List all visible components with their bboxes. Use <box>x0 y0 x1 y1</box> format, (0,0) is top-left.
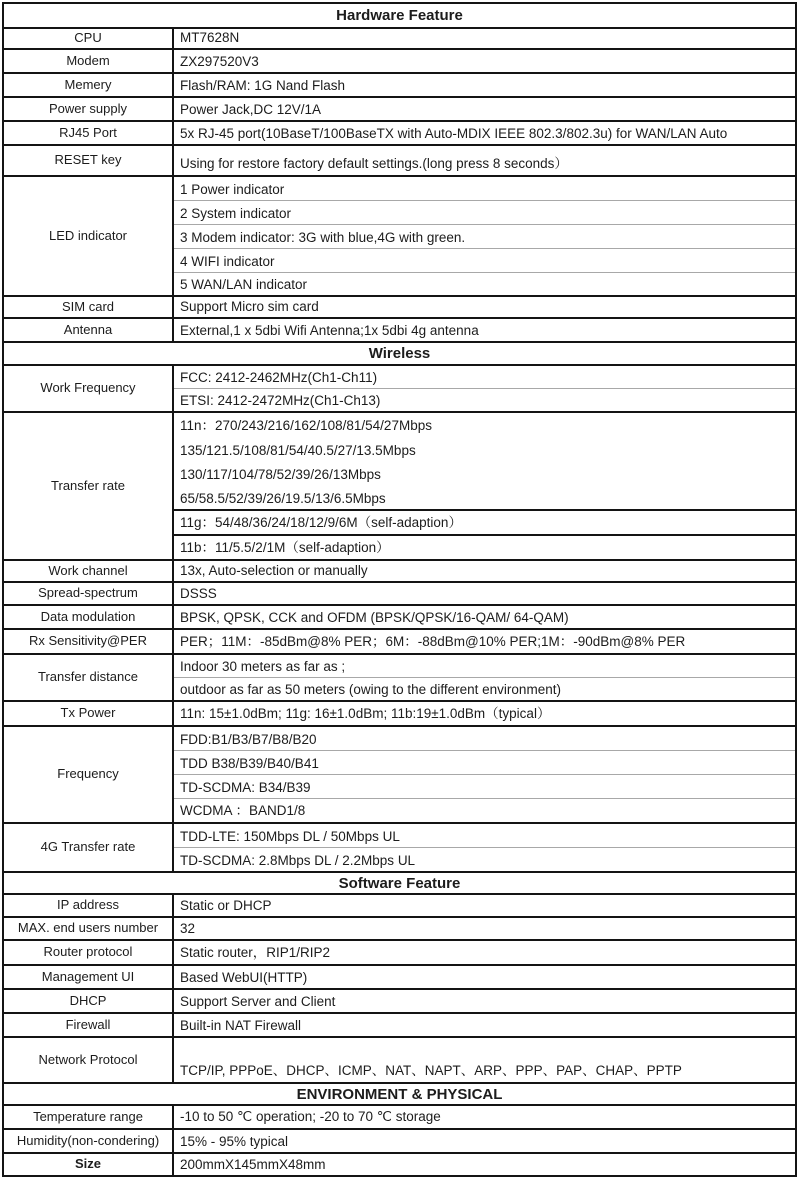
spec-label: Antenna <box>3 318 173 342</box>
spec-value-text: 11b：11/5.5/2/1M（self-adaption） <box>180 540 390 555</box>
section-title: Software Feature <box>3 872 796 894</box>
spec-label: LED indicator <box>3 176 173 296</box>
spec-value <box>173 847 796 872</box>
spec-value-text: Indoor 30 meters as far as ; <box>180 658 346 674</box>
spec-value <box>173 388 796 412</box>
spec-value <box>173 272 796 296</box>
spec-value-text: 130/117/104/78/52/39/26/13Mbps <box>180 467 381 482</box>
spec-value <box>173 412 796 510</box>
spec-value <box>173 823 796 847</box>
spec-value-text: FCC: 2412-2462MHz(Ch1-Ch11) <box>180 369 378 385</box>
spec-value-text: 13x, Auto-selection or manually <box>180 563 368 578</box>
spec-row <box>3 560 796 582</box>
spec-label: Transfer distance <box>3 654 173 701</box>
spec-row <box>3 629 796 654</box>
spec-value-text: 135/121.5/108/81/54/40.5/27/13.5Mbps <box>180 443 416 458</box>
spec-value-text: MT7628N <box>180 30 240 45</box>
spec-value-text: 4 WIFI indicator <box>180 253 275 269</box>
spec-value <box>173 677 796 701</box>
spec-value <box>173 654 796 677</box>
spec-value-text: 11g：54/48/36/24/18/12/9/6M（self-adaption） <box>180 515 462 530</box>
spec-row <box>3 1105 796 1129</box>
spec-label: IP address <box>3 894 173 917</box>
spec-label: Router protocol <box>3 940 173 965</box>
spec-label: SIM card <box>3 296 173 318</box>
spec-row <box>3 654 796 677</box>
spec-value <box>173 28 796 49</box>
spec-value-text: Flash/RAM: 1G Nand Flash <box>180 78 346 93</box>
section-header-row <box>3 3 796 28</box>
spec-value <box>173 1013 796 1037</box>
spec-value <box>173 940 796 965</box>
spec-label: RESET key <box>3 145 173 176</box>
spec-value <box>173 774 796 798</box>
spec-value-text: WCDMA ：BAND1/8 <box>180 803 306 818</box>
spec-row <box>3 726 796 750</box>
spec-value-text: FDD:B1/B3/B7/B8/B20 <box>180 731 317 747</box>
spec-label: Modem <box>3 49 173 73</box>
spec-row <box>3 605 796 629</box>
spec-row <box>3 97 796 121</box>
spec-value-text: Support Server and Client <box>180 994 336 1009</box>
spec-label: 4G Transfer rate <box>3 823 173 872</box>
spec-row <box>3 176 796 200</box>
spec-row <box>3 894 796 917</box>
spec-row <box>3 1013 796 1037</box>
spec-row <box>3 1037 796 1083</box>
spec-value-text: 5 WAN/LAN indicator <box>180 277 308 292</box>
spec-label: CPU <box>3 28 173 49</box>
spec-row <box>3 28 796 49</box>
spec-value-text: 65/58.5/52/39/26/19.5/13/6.5Mbps <box>180 491 386 506</box>
spec-row <box>3 121 796 145</box>
spec-label: Data modulation <box>3 605 173 629</box>
spec-value-text: TD-SCDMA: B34/B39 <box>180 779 311 795</box>
spec-value-text: Built-in NAT Firewall <box>180 1018 302 1033</box>
spec-value-text: 11n：270/243/216/162/108/81/54/27Mbps <box>180 418 432 433</box>
spec-value <box>173 1153 796 1176</box>
spec-table <box>2 2 797 1177</box>
spec-row <box>3 318 796 342</box>
spec-value <box>173 582 796 605</box>
spec-row <box>3 145 796 176</box>
spec-row <box>3 989 796 1013</box>
spec-value-text: -10 to 50 ℃ operation; -20 to 70 ℃ storage <box>180 1109 441 1124</box>
spec-value <box>173 629 796 654</box>
spec-table-body <box>3 3 796 1176</box>
spec-value-text: 11n: 15±1.0dBm; 11g: 16±1.0dBm; 11b:19±1.0dBm（typical） <box>180 706 551 721</box>
spec-value <box>173 248 796 272</box>
spec-value-text: TCP/IP, PPPoE、DHCP、ICMP、NAT、NAPT、ARP、PPP、PAP、CHAP、PPTP <box>180 1063 682 1078</box>
spec-row <box>3 1129 796 1153</box>
spec-value-text: PER；11M：-85dBm@8% PER；6M：-88dBm@10% PER;1M：-90dBm@8% PER <box>180 634 686 649</box>
spec-label: MAX. end users number <box>3 917 173 940</box>
spec-value <box>173 121 796 145</box>
section-header-row <box>3 342 796 365</box>
spec-row <box>3 965 796 989</box>
spec-value-text: 200mmX145mmX48mm <box>180 1157 326 1172</box>
spec-value <box>173 318 796 342</box>
spec-value <box>173 605 796 629</box>
spec-value-text: Using for restore factory default settings.(long press 8 seconds） <box>180 156 568 171</box>
spec-value-text: Static or DHCP <box>180 898 272 913</box>
spec-value-text: ETSI: 2412-2472MHz(Ch1-Ch13) <box>180 393 381 408</box>
spec-label: Humidity(non-condering) <box>3 1129 173 1153</box>
spec-label: Spread-spectrum <box>3 582 173 605</box>
spec-label: Work channel <box>3 560 173 582</box>
spec-label: Management UI <box>3 965 173 989</box>
spec-label: Firewall <box>3 1013 173 1037</box>
spec-value <box>173 798 796 823</box>
spec-row <box>3 917 796 940</box>
spec-value-text: TDD-LTE: 150Mbps DL / 50Mbps UL <box>180 828 400 844</box>
spec-label: Rx Sensitivity@PER <box>3 629 173 654</box>
spec-value <box>173 73 796 97</box>
spec-value <box>173 965 796 989</box>
spec-value-text: outdoor as far as 50 meters (owing to the different environment) <box>180 682 561 697</box>
spec-value-text: ZX297520V3 <box>180 54 259 69</box>
spec-value-text: 2 System indicator <box>180 205 292 221</box>
spec-row <box>3 365 796 388</box>
spec-label: Temperature range <box>3 1105 173 1129</box>
spec-row <box>3 823 796 847</box>
spec-value-text: DSSS <box>180 586 217 601</box>
spec-value <box>173 145 796 176</box>
section-header-row <box>3 1083 796 1105</box>
spec-value <box>173 97 796 121</box>
spec-value-text: TDD B38/B39/B40/B41 <box>180 755 319 771</box>
spec-label: Network Protocol <box>3 1037 173 1083</box>
spec-value <box>173 49 796 73</box>
spec-value <box>173 1129 796 1153</box>
spec-value-text: BPSK, QPSK, CCK and OFDM (BPSK/QPSK/16-QAM/ 64-QAM) <box>180 610 569 625</box>
spec-label: Transfer rate <box>3 412 173 560</box>
spec-value-text: 15% - 95% typical <box>180 1134 289 1149</box>
spec-label: Frequency <box>3 726 173 823</box>
spec-row <box>3 73 796 97</box>
spec-label: Memery <box>3 73 173 97</box>
spec-value <box>173 296 796 318</box>
section-header-row <box>3 872 796 894</box>
spec-value-text: 32 <box>180 921 196 936</box>
spec-value <box>173 750 796 774</box>
section-title: Hardware Feature <box>3 3 796 28</box>
spec-value <box>173 200 796 224</box>
spec-value <box>173 535 796 560</box>
spec-value-text: External,1 x 5dbi Wifi Antenna;1x 5dbi 4g antenna <box>180 323 479 338</box>
section-title: ENVIRONMENT & PHYSICAL <box>3 1083 796 1105</box>
spec-label: DHCP <box>3 989 173 1013</box>
spec-value <box>173 1105 796 1129</box>
spec-row <box>3 582 796 605</box>
spec-value <box>173 510 796 535</box>
spec-value-text: Power Jack,DC 12V/1A <box>180 102 322 117</box>
spec-value-text: Support Micro sim card <box>180 299 319 314</box>
spec-label: Power supply <box>3 97 173 121</box>
spec-value <box>173 560 796 582</box>
spec-value <box>173 726 796 750</box>
spec-value-text: Static router，RIP1/RIP2 <box>180 945 331 960</box>
spec-value <box>173 365 796 388</box>
spec-row <box>3 701 796 726</box>
spec-value-text: 5x RJ-45 port(10BaseT/100BaseTX with Auto-MDIX IEEE 802.3/802.3u) for WAN/LAN Auto <box>180 126 728 141</box>
spec-value <box>173 917 796 940</box>
spec-value <box>173 989 796 1013</box>
spec-label: Size <box>3 1153 173 1176</box>
spec-value-text: Based WebUI(HTTP) <box>180 970 308 985</box>
spec-row <box>3 940 796 965</box>
spec-value <box>173 224 796 248</box>
spec-label: Tx Power <box>3 701 173 726</box>
spec-value <box>173 176 796 200</box>
spec-value <box>173 701 796 726</box>
section-title: Wireless <box>3 342 796 365</box>
spec-value-text: 3 Modem indicator: 3G with blue,4G with green. <box>180 229 466 245</box>
spec-row <box>3 296 796 318</box>
spec-row <box>3 49 796 73</box>
spec-value-text: 1 Power indicator <box>180 181 285 197</box>
spec-label: RJ45 Port <box>3 121 173 145</box>
spec-row <box>3 412 796 510</box>
spec-value <box>173 894 796 917</box>
spec-value-text: TD-SCDMA: 2.8Mbps DL / 2.2Mbps UL <box>180 853 416 868</box>
spec-row <box>3 1153 796 1176</box>
spec-value <box>173 1037 796 1083</box>
spec-label: Work Frequency <box>3 365 173 412</box>
